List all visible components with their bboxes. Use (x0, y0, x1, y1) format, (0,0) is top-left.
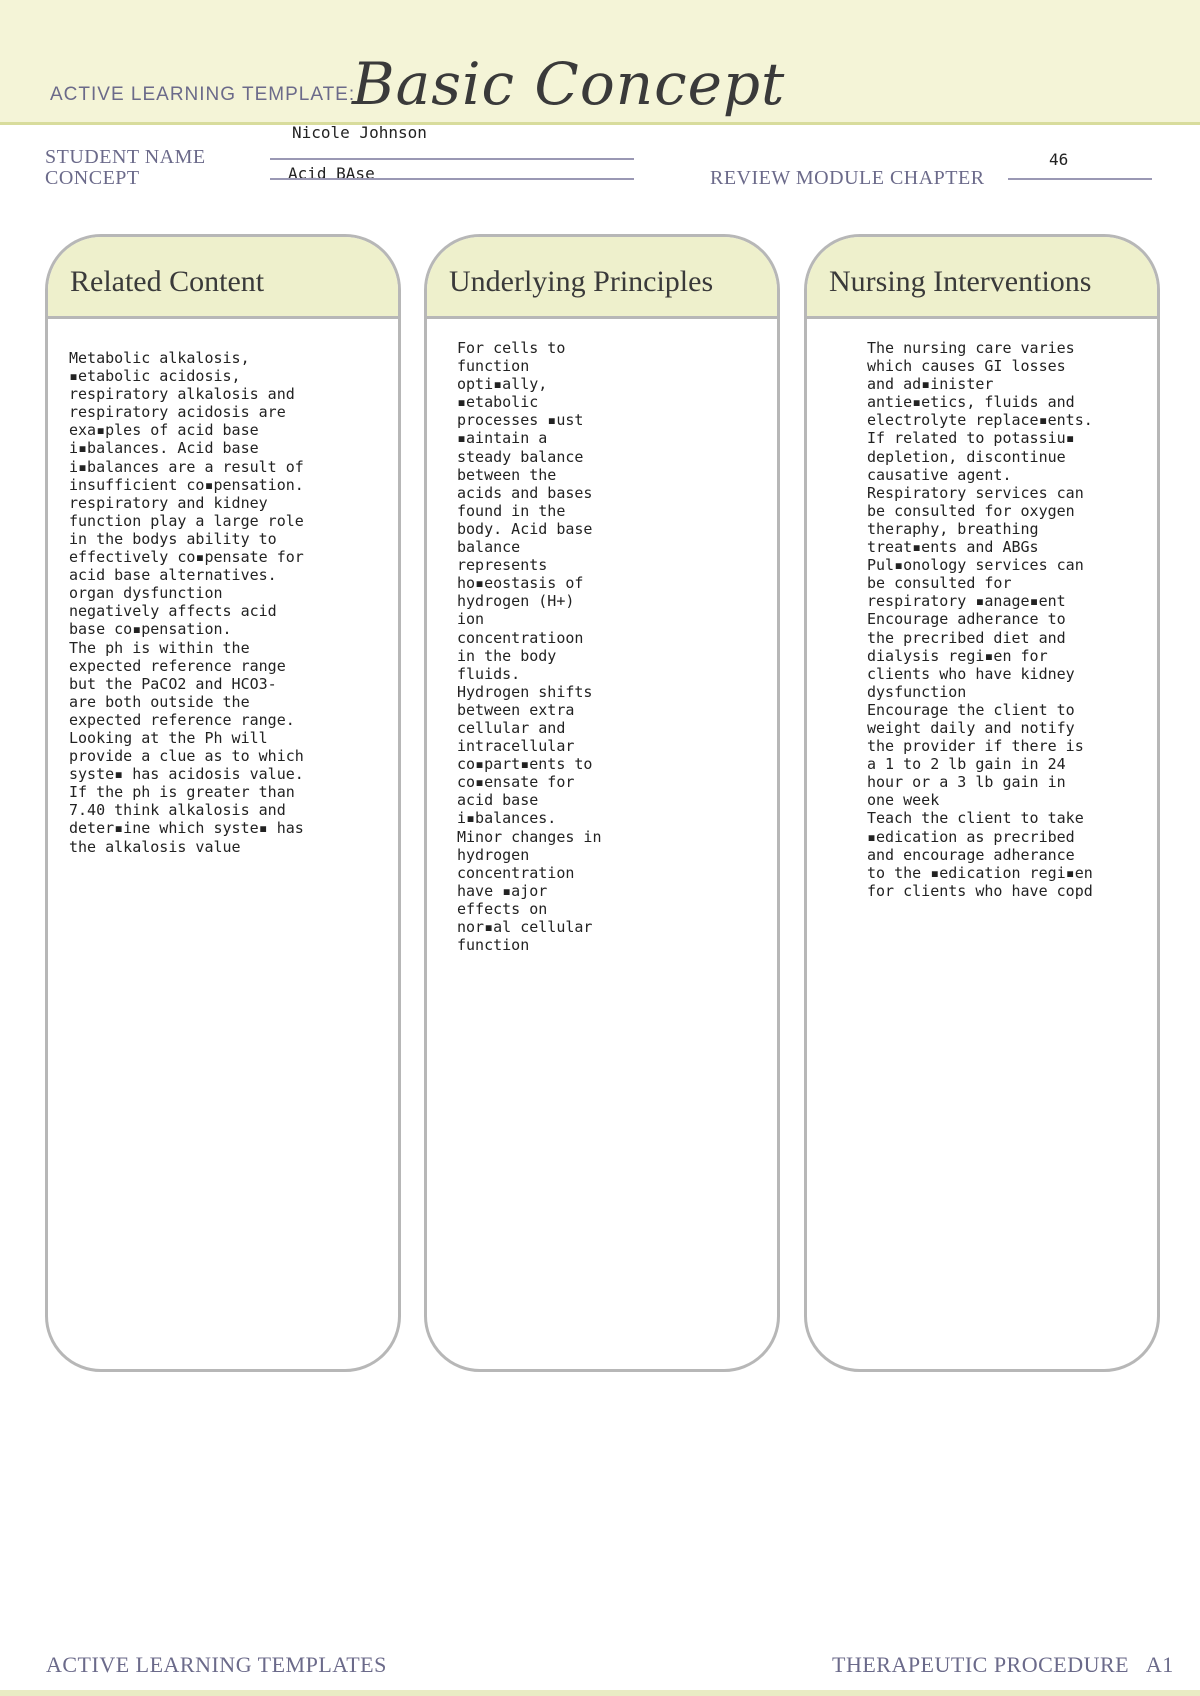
concept-line (270, 178, 634, 180)
footer-left: ACTIVE LEARNING TEMPLATES (46, 1652, 387, 1677)
student-name-label: STUDENT NAME (45, 146, 206, 168)
nursing-interventions-text[interactable]: The nursing care varies which causes GI losses and ad▪inister antie▪etics, fluids and electrolyte replace▪ents. If related to potassiu▪ depletion, discontinue causative agent. Respiratory services can be consulted for oxygen theraphy, breathing treat▪ents and ABGs Pul▪onology services can be consulted for respiratory ▪anage▪ent Encourage adherance to the precribed diet and dialysis regi▪en for clients who have kidney dysfunction Encourage the client to weight daily and notify the provider if there is a 1 to 2 lb gain in 24 hour or a 3 lb gain in one week Teach the client to take ▪edication as precribed and encourage adherance to the ▪edication regi▪en for clients who have copd (867, 339, 1093, 900)
template-prefix: ACTIVE LEARNING TEMPLATE: (50, 84, 356, 105)
review-module-label: REVIEW MODULE CHAPTER (710, 167, 985, 189)
underlying-principles-title: Underlying Principles (427, 237, 777, 319)
concept-label: CONCEPT (45, 167, 140, 189)
nursing-interventions-panel (804, 234, 1160, 1372)
student-name-value[interactable]: Nicole Johnson (292, 123, 427, 142)
concept-value[interactable]: Acid BAse (288, 164, 375, 183)
nursing-interventions-title: Nursing Interventions (807, 237, 1157, 319)
review-module-line (1008, 178, 1152, 180)
underlying-principles-panel (424, 234, 780, 1372)
student-name-line (270, 158, 634, 160)
footer-band (0, 1690, 1200, 1696)
underlying-principles-text[interactable]: For cells to function opti▪ally, ▪etabolic processes ▪ust ▪aintain a steady balance between the acids and bases found in the body. Acid base balance represents ho▪eostasis of hydrogen (H+) ion concentratioon in the body fluids. Hydrogen shifts between extra cellular and intracellular co▪part▪ents to co▪ensate for acid base i▪balances. Minor changes in hydrogen concentration have ▪ajor effects on nor▪al cellular function (457, 339, 602, 955)
related-content-title: Related Content (48, 237, 398, 319)
related-content-text[interactable]: Metabolic alkalosis, ▪etabolic acidosis, respiratory alkalosis and respiratory acidosis are exa▪ples of acid base i▪balances. Acid base i▪balances are a result of insufficient co▪pensation. respiratory and kidney function play a large role in the bodys ability to effectively co▪pensate for acid base alternatives. organ dysfunction negatively affects acid base co▪pensation. The ph is within the expected reference range but the PaCO2 and HCO3- are both outside the expected reference range. Looking at the Ph will provide a clue as to which syste▪ has acidosis value. If the ph is greater than 7.40 think alkalosis and deter▪ine which syste▪ has the alkalosis value (69, 349, 304, 856)
footer-right: THERAPEUTIC PROCEDURE A1 (832, 1652, 1174, 1677)
template-title: Basic Concept (352, 50, 786, 118)
related-content-panel (45, 234, 401, 1372)
review-module-value[interactable]: 46 (1049, 150, 1069, 169)
